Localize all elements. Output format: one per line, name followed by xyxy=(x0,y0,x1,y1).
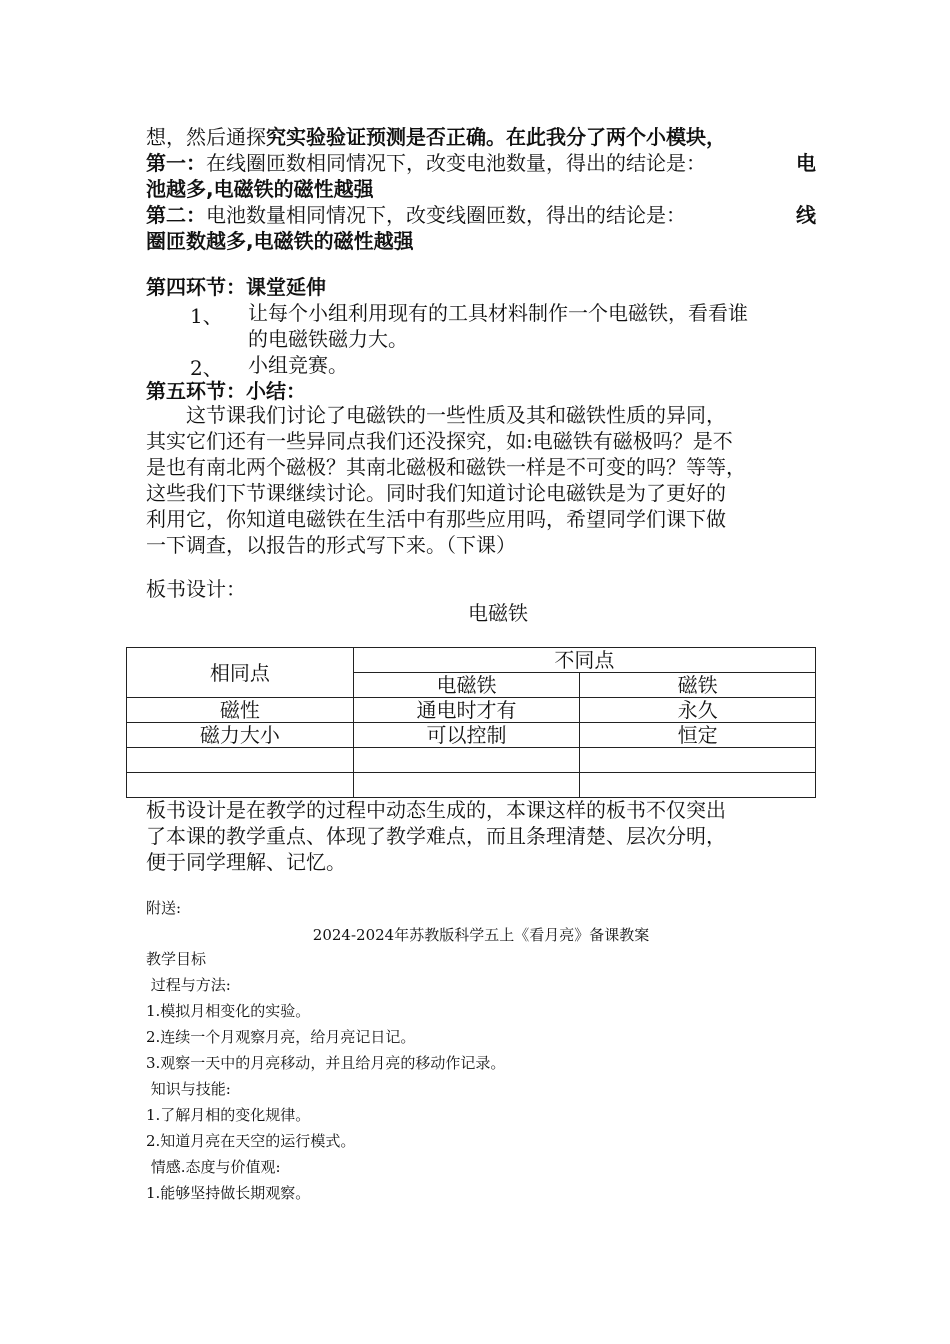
section5-heading: 第五环节：小结： xyxy=(146,379,306,403)
first-conclusion xyxy=(146,150,816,176)
board-description-line: 便于同学理解、记忆。 xyxy=(146,850,346,874)
first-text: 在线圈匝数相同情况下，改变电池数量，得出的结论是： xyxy=(206,151,706,175)
appendix-line: 1.模拟月相变化的实验。 xyxy=(146,1002,311,1020)
appendix-title: 2024-2024年苏教版科学五上《看月亮》备课教案 xyxy=(312,926,650,944)
second-conclusion-rest: 圈匝数越多,电磁铁的磁性越强 xyxy=(146,229,414,253)
table-cell: 恒定 xyxy=(580,723,816,748)
section4-item1-line1: 让每个小组利用现有的工具材料制作一个电磁铁，看看谁 xyxy=(248,301,748,325)
table-cell: 通电时才有 xyxy=(353,698,580,723)
appendix-line: 1.能够坚持做长期观察。 xyxy=(146,1184,311,1202)
appendix-line: 3.观察一天中的月亮移动，并且给月亮的移动作记录。 xyxy=(146,1054,506,1072)
first-label: 第一： xyxy=(146,151,206,175)
diff-points-header: 不同点 xyxy=(353,648,815,673)
intro-text: 想，然后通探 xyxy=(146,125,266,149)
magnet-header: 磁铁 xyxy=(580,673,816,698)
appendix-line: 1.了解月相的变化规律。 xyxy=(146,1106,311,1124)
table-row xyxy=(127,748,816,773)
summary-line: 其实它们还有一些异同点我们还没探究，如:电磁铁有磁极吗？是不 xyxy=(146,429,733,453)
table-cell xyxy=(127,748,354,773)
summary-line: 这节课我们讨论了电磁铁的一些性质及其和磁铁性质的异同， xyxy=(186,403,726,427)
table-cell xyxy=(580,773,816,798)
board-description-line: 板书设计是在教学的过程中动态生成的，本课这样的板书不仅突出 xyxy=(146,798,726,822)
table-row xyxy=(127,773,816,798)
summary-line: 利用它，你知道电磁铁在生活中有那些应用吗，希望同学们课下做 xyxy=(146,507,726,531)
section4-item2-line1: 小组竞赛。 xyxy=(248,353,348,377)
electromagnet-header: 电磁铁 xyxy=(353,673,580,698)
first-conclusion-rest: 池越多,电磁铁的磁性越强 xyxy=(146,177,374,201)
section4-item1-number: 1、 xyxy=(190,304,223,328)
first-conclusion-start: 电 xyxy=(796,151,816,175)
table-cell xyxy=(127,773,354,798)
second-conclusion-start: 线 xyxy=(796,203,816,227)
summary-line: 这些我们下节课继续讨论。同时我们知道讨论电磁铁是为了更好的 xyxy=(146,481,726,505)
appendix-line: 2.连续一个月观察月亮，给月亮记日记。 xyxy=(146,1028,416,1046)
board-title: 电磁铁 xyxy=(468,601,528,625)
appendix-line: 2.知道月亮在天空的运行模式。 xyxy=(146,1132,356,1150)
table-cell: 磁性 xyxy=(127,698,354,723)
intro-line xyxy=(146,124,816,150)
table-cell: 可以控制 xyxy=(353,723,580,748)
table-cell: 磁力大小 xyxy=(127,723,354,748)
board-heading: 板书设计： xyxy=(146,577,246,601)
table-cell: 永久 xyxy=(580,698,816,723)
section4-item1-line2: 的电磁铁磁力大。 xyxy=(248,327,408,351)
table-row xyxy=(127,723,816,748)
section4-item2-number: 2、 xyxy=(190,356,223,380)
table-row xyxy=(127,698,816,723)
same-points-header: 相同点 xyxy=(127,648,354,698)
appendix-line: 知识与技能: xyxy=(146,1080,231,1098)
appendix-line: 教学目标 xyxy=(146,950,207,968)
table-cell xyxy=(580,748,816,773)
second-conclusion xyxy=(146,202,816,228)
second-text: 电池数量相同情况下，改变线圈匝数，得出的结论是： xyxy=(206,203,686,227)
table-cell xyxy=(353,773,580,798)
board-table xyxy=(126,647,816,798)
appendix-label: 附送: xyxy=(146,899,182,917)
summary-line: 一下调查，以报告的形式写下来。（下课） xyxy=(146,533,516,557)
intro-text-bold: 究实验验证预测是否正确。在此我分了两个小模块， xyxy=(266,125,726,149)
summary-line: 是也有南北两个磁极？其南北磁极和磁铁一样是不可变的吗？等等， xyxy=(146,455,746,479)
section4-heading: 第四环节：课堂延伸 xyxy=(146,275,326,299)
table-cell xyxy=(353,748,580,773)
second-label: 第二： xyxy=(146,203,206,227)
board-description-line: 了本课的教学重点、体现了教学难点，而且条理清楚、层次分明， xyxy=(146,824,726,848)
appendix-line: 情感.态度与价值观: xyxy=(146,1158,281,1176)
appendix-line: 过程与方法: xyxy=(146,976,231,994)
